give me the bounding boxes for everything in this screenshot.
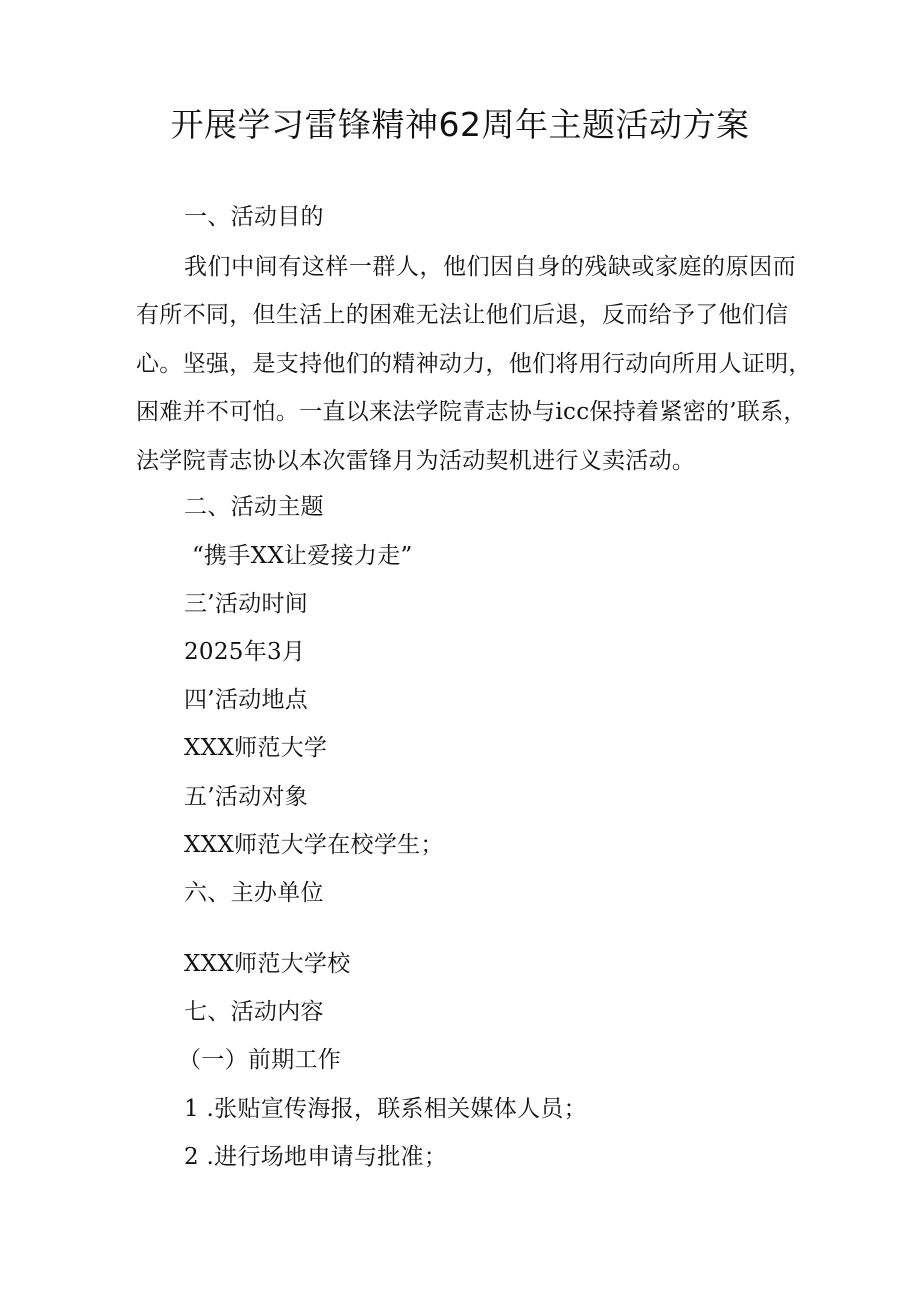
paragraph-line: 困难并不可怕。一直以来法学院青志协与icc保持着紧密的’联系， bbox=[136, 399, 807, 425]
theme-text: “携手XX让爱接力走” bbox=[192, 543, 413, 569]
organizer-text: XXX师范大学校 bbox=[184, 951, 351, 977]
audience-text: XXX师范大学在校学生； bbox=[184, 832, 444, 858]
list-item: 1 .张贴宣传海报，联系相关媒体人员； bbox=[184, 1096, 587, 1122]
section-heading-audience: 五’活动对象 bbox=[184, 784, 309, 810]
section-heading-content: 七、活动内容 bbox=[184, 999, 324, 1025]
section-heading-time: 三’活动时间 bbox=[184, 591, 309, 617]
paragraph-line: 心。坚强，是支持他们的精神动力，他们将用行动向所用人证明， bbox=[136, 351, 812, 377]
section-heading-organizer: 六、主办单位 bbox=[184, 880, 324, 906]
section-heading-location: 四’活动地点 bbox=[184, 687, 309, 713]
subsection-heading-preparation: （一）前期工作 bbox=[178, 1047, 342, 1073]
list-item: 2 .进行场地申请与批准； bbox=[184, 1144, 448, 1170]
location-text: XXX师范大学 bbox=[184, 735, 328, 761]
document-title: 开展学习雷锋精神62周年主题活动方案 bbox=[170, 105, 750, 144]
paragraph-line: 法学院青志协以本次雷锋月为活动契机进行义卖活动。 bbox=[136, 448, 696, 474]
section-heading-theme: 二、活动主题 bbox=[184, 494, 324, 520]
time-text: 2025年3月 bbox=[184, 639, 306, 665]
paragraph-line: 我们中间有这样一群人，他们因自身的残缺或家庭的原因而 bbox=[184, 254, 796, 280]
section-heading-purpose: 一、活动目的 bbox=[184, 204, 324, 230]
paragraph-line: 有所不同，但生活上的困难无法让他们后退，反而给予了他们信 bbox=[136, 302, 789, 328]
